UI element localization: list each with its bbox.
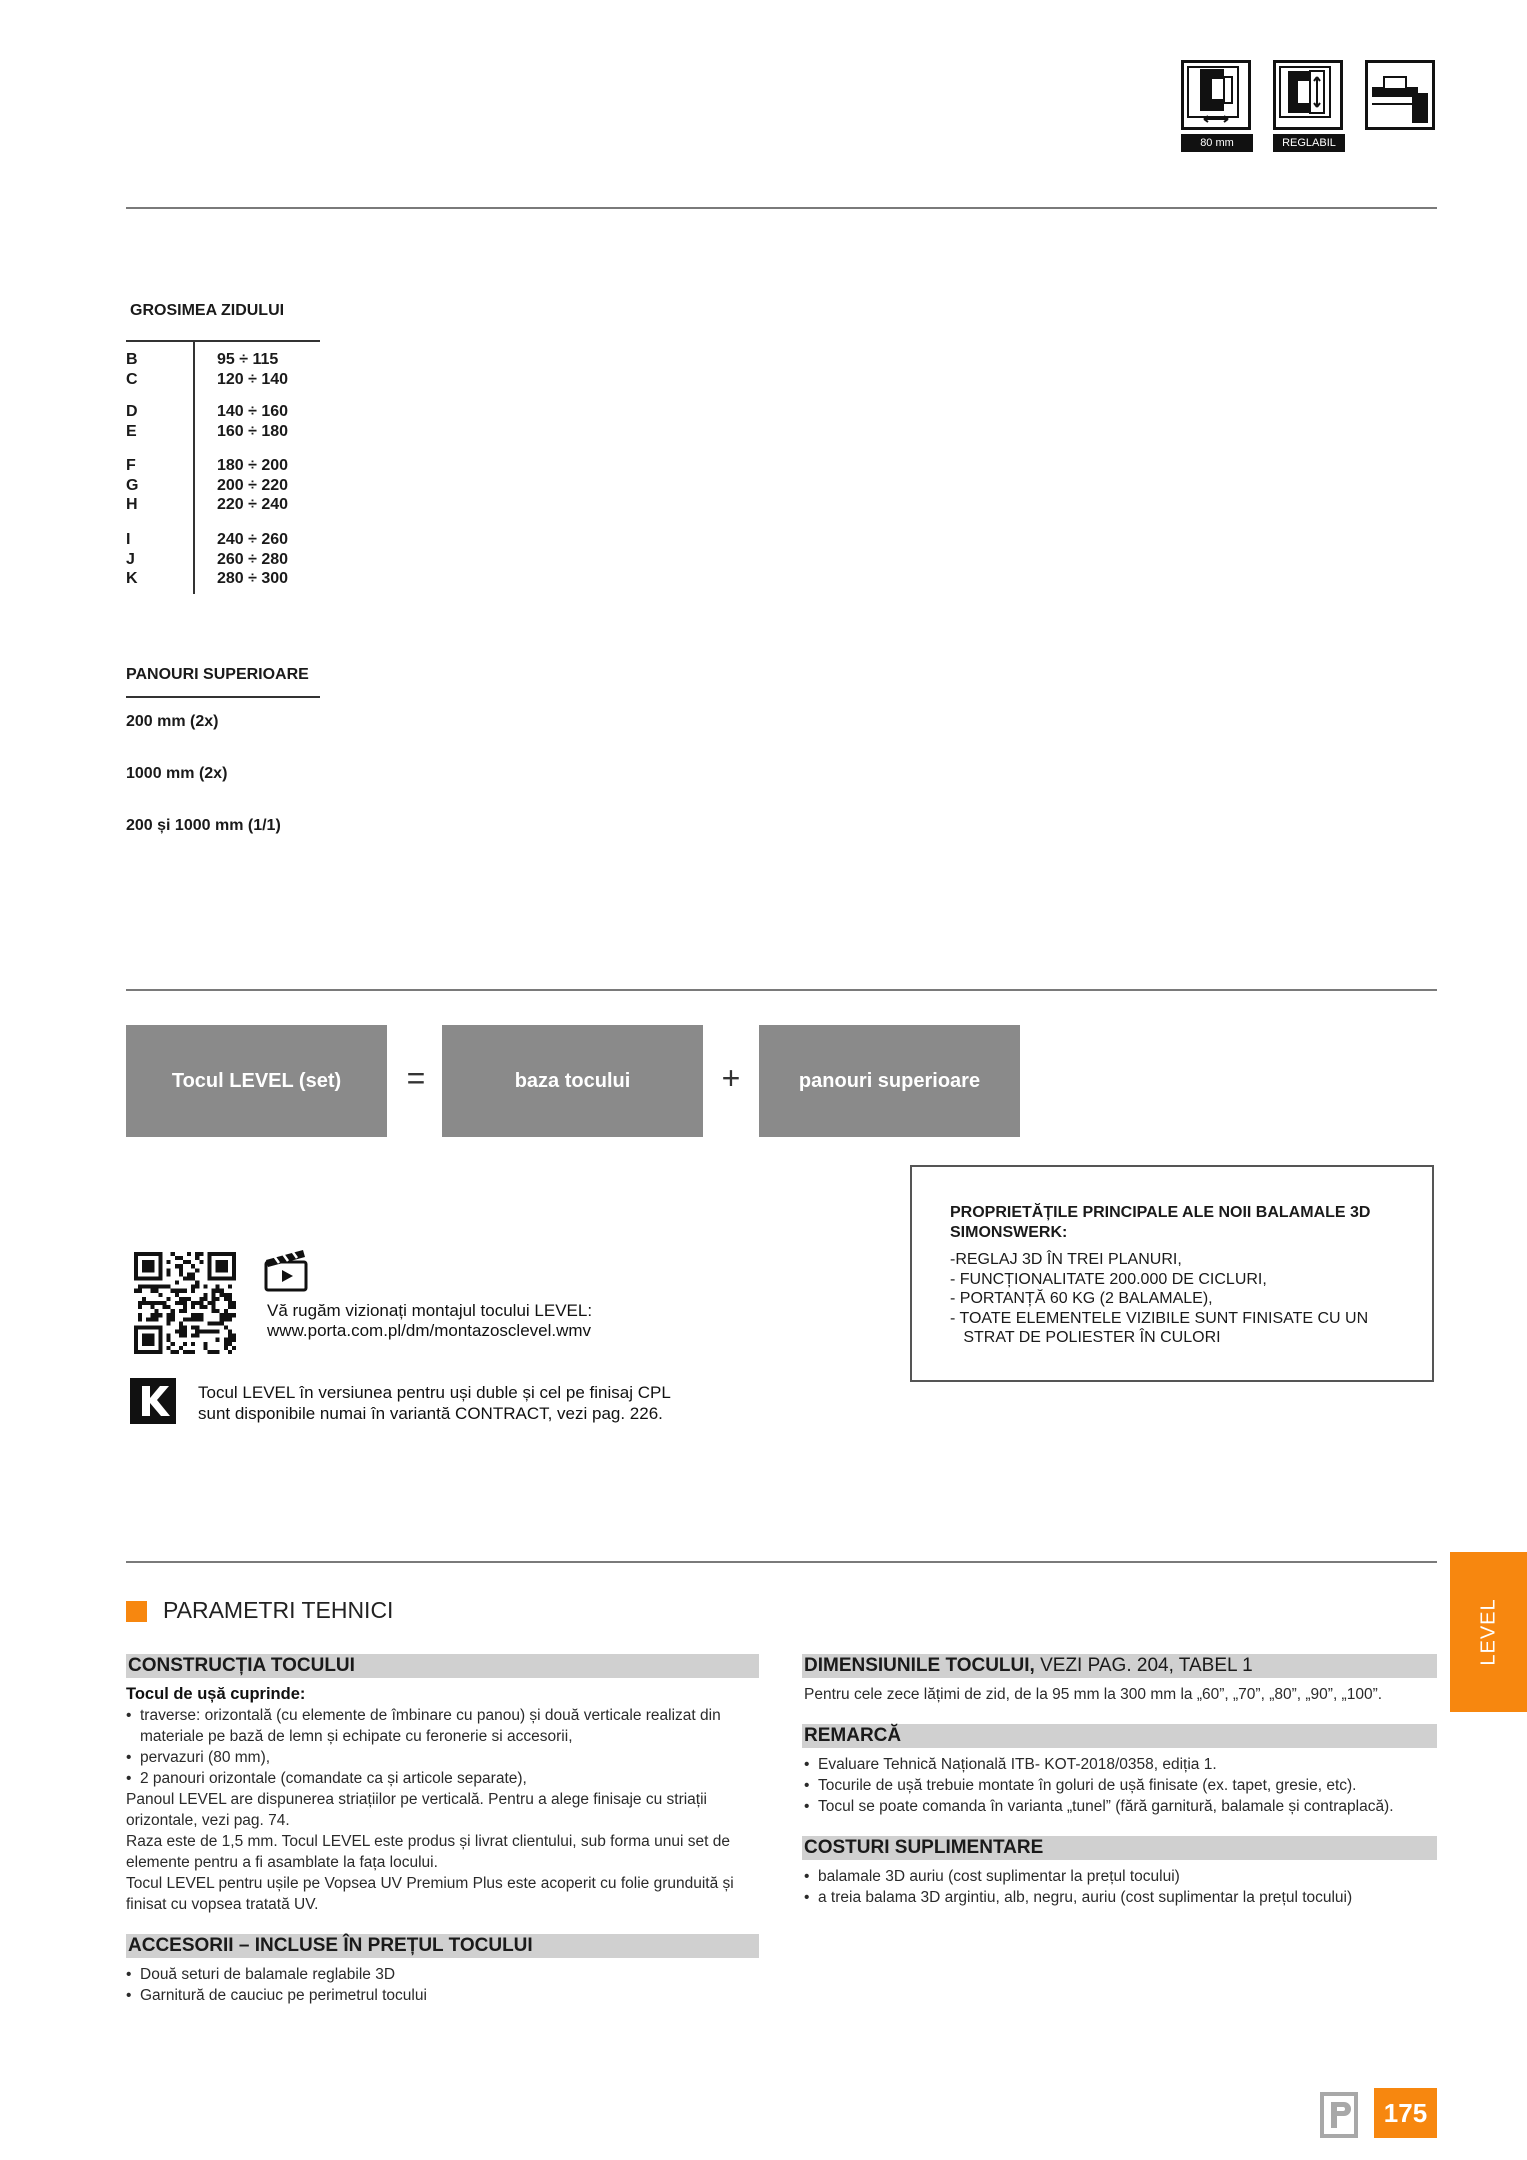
wall-letter: D	[126, 403, 138, 420]
hinge-icon	[1365, 60, 1435, 130]
remark-bullet: • Tocurile de ușă trebuie montate în goluri de ușă finisate (ex. tapet, gresie, etc).	[804, 1775, 1437, 1796]
wall-letter: E	[126, 422, 137, 440]
upper-panel-item: 200 mm (2x)	[126, 713, 219, 730]
extra-costs-bullet: • balamale 3D auriu (cost suplimentar la prețul tocului)	[804, 1866, 1437, 1887]
formula-box-panels: panouri superioare	[759, 1025, 1020, 1137]
hinge-properties-title-line1: PROPRIETĂȚILE PRINCIPALE ALE NOII BALAMALE 3D	[950, 1204, 1371, 1221]
wall-letter: F	[126, 457, 136, 474]
accessories-section-title: ACCESORII – INCLUSE ÎN PREȚUL TOCULUI	[126, 1934, 759, 1958]
middle-divider	[126, 989, 1437, 991]
construction-subtitle: Tocul de ușă cuprinde:	[126, 1685, 306, 1703]
wall-table-vertical-rule	[193, 342, 195, 594]
video-link[interactable]: www.porta.com.pl/dm/montazosclevel.wmv	[267, 1321, 592, 1340]
construction-body	[126, 1684, 759, 1915]
tech-heading-marker	[126, 1601, 147, 1622]
wall-range: 160 ÷ 180	[217, 422, 289, 440]
construction-bullet: • 2 panouri orizontale (comandate ca și articole separate),	[126, 1768, 759, 1789]
upper-panel-item: 1000 mm (2x)	[126, 765, 228, 782]
wall-letter: C	[126, 370, 138, 388]
formula-equals: =	[406, 1060, 426, 1096]
wall-range: 200 ÷ 220	[217, 476, 289, 494]
frame-width-icon	[1181, 60, 1251, 130]
upper-panels-rule	[126, 696, 320, 698]
remark-bullet: • Tocul se poate comanda în varianta „tunel” (fără garnitură, balamale și contraplacă).	[804, 1796, 1437, 1817]
wall-letter: B	[126, 351, 138, 368]
formula-box-base: baza tocului	[442, 1025, 703, 1137]
construction-paragraph: Panoul LEVEL are dispunerea striațiilor pe verticală. Pentru a alege finisaje cu striații orizontale, vezi pag. 74.	[126, 1791, 707, 1829]
top-divider	[126, 207, 1437, 209]
construction-bullet: • pervazuri (80 mm),	[126, 1747, 759, 1768]
wall-range: 260 ÷ 280	[217, 550, 289, 568]
construction-section-title: CONSTRUCȚIA TOCULUI	[126, 1654, 759, 1678]
wall-thickness-title: GROSIMEA ZIDULUI	[130, 302, 285, 319]
upper-panel-item: 200 și 1000 mm (1/1)	[126, 817, 281, 834]
contract-note-line1: Tocul LEVEL în versiunea pentru uși duble și cel pe finisaj CPL	[198, 1383, 671, 1402]
formula-plus: +	[721, 1060, 741, 1096]
contract-note-line2: sunt disponibile numai în variantă CONTRACT, vezi pag. 226.	[198, 1404, 663, 1423]
construction-bullet: • traverse: orizontală (cu elemente de îmbinare cu panou) și două verticale realizat din materiale pe bază de lemn și echipate cu feronerie si accesorii,	[126, 1705, 759, 1747]
construction-paragraph: Tocul LEVEL pentru ușile pe Vopsea UV Premium Plus este acoperit cu folie grunduită și finisat cu vopsea tratată UV.	[126, 1875, 734, 1913]
wall-range: 140 ÷ 160	[217, 403, 289, 420]
dimensions-title-normal: VEZI PAG. 204, TABEL 1	[1034, 1655, 1253, 1676]
hinge-property-line: -REGLAJ 3D ÎN TREI PLANURI,	[950, 1251, 1182, 1268]
wall-range: 220 ÷ 240	[217, 496, 289, 513]
tech-heading: PARAMETRI TEHNICI	[163, 1597, 394, 1623]
wall-letter: I	[126, 531, 131, 548]
wall-letter: G	[126, 476, 139, 494]
wall-range: 240 ÷ 260	[217, 531, 289, 548]
side-tab-label: LEVEL	[1477, 1598, 1499, 1666]
brand-logo-icon	[1320, 2092, 1358, 2138]
hinge-properties-title-line2: SIMONSWERK:	[950, 1223, 1068, 1241]
remark-bullet: • Evaluare Tehnică Națională ITB- KOT-2018/0358, ediția 1.	[804, 1754, 1437, 1775]
hinge-properties-title	[950, 1203, 1432, 1242]
wall-letter: K	[126, 570, 138, 587]
wall-range: 280 ÷ 300	[217, 570, 289, 587]
wall-letter: H	[126, 496, 138, 513]
side-tab-level	[1450, 1552, 1527, 1712]
wall-letter: J	[126, 550, 135, 568]
upper-panels-title: PANOURI SUPERIOARE	[126, 666, 309, 683]
qr-code-icon	[134, 1252, 236, 1354]
hinge-property-line: - PORTANȚĂ 60 KG (2 BALAMALE),	[950, 1290, 1213, 1307]
frame-width-label: 80 mm	[1181, 134, 1253, 152]
hinge-property-line: - TOATE ELEMENTELE VIZIBILE SUNT FINISATE CU UN	[950, 1309, 1369, 1327]
extra-costs-bullet: • a treia balama 3D argintiu, alb, negru, auriu (cost suplimentar la prețul tocului)	[804, 1887, 1437, 1908]
dimensions-section-title	[802, 1654, 1437, 1678]
contract-k-badge	[130, 1378, 176, 1424]
accessories-bullet: • Garnitură de cauciuc pe perimetrul tocului	[126, 1985, 759, 2006]
formula-box-set: Tocul LEVEL (set)	[126, 1025, 387, 1137]
hinge-properties-box	[910, 1165, 1434, 1382]
adjustable-frame-icon	[1273, 60, 1343, 130]
adjustable-frame-label: REGLABIL	[1273, 134, 1345, 152]
dimensions-text: Pentru cele zece lățimi de zid, de la 95 mm la 300 mm la „60”, „70”, „80”, „90”, „100”.	[804, 1686, 1383, 1703]
video-clapper-icon	[263, 1248, 309, 1292]
accessories-body	[126, 1964, 759, 2006]
extra-costs-body	[804, 1866, 1437, 1908]
wall-range: 180 ÷ 200	[217, 457, 289, 474]
page-number: 175	[1374, 2088, 1437, 2138]
extra-costs-section-title: COSTURI SUPLIMENTARE	[802, 1836, 1437, 1860]
hinge-property-line: - FUNCȚIONALITATE 200.000 DE CICLURI,	[950, 1270, 1267, 1288]
dimensions-title-bold: DIMENSIUNILE TOCULUI,	[804, 1655, 1035, 1676]
remark-body	[804, 1754, 1437, 1817]
wall-range: 95 ÷ 115	[217, 351, 279, 368]
video-instruction-text: Vă rugăm vizionați montajul tocului LEVEL:	[267, 1301, 593, 1320]
wall-range: 120 ÷ 140	[217, 370, 289, 388]
accessories-bullet: • Două seturi de balamale reglabile 3D	[126, 1964, 759, 1985]
remark-section-title: REMARCĂ	[802, 1724, 1437, 1748]
wall-table-top-rule	[126, 340, 320, 342]
construction-paragraph: Raza este de 1,5 mm. Tocul LEVEL este produs și livrat clientului, sub forma unui set de elemente pentru a fi asamblate la fața locului.	[126, 1833, 730, 1871]
hinge-property-line: STRAT DE POLIESTER ÎN CULORI	[950, 1329, 1221, 1346]
tech-divider	[126, 1561, 1437, 1563]
